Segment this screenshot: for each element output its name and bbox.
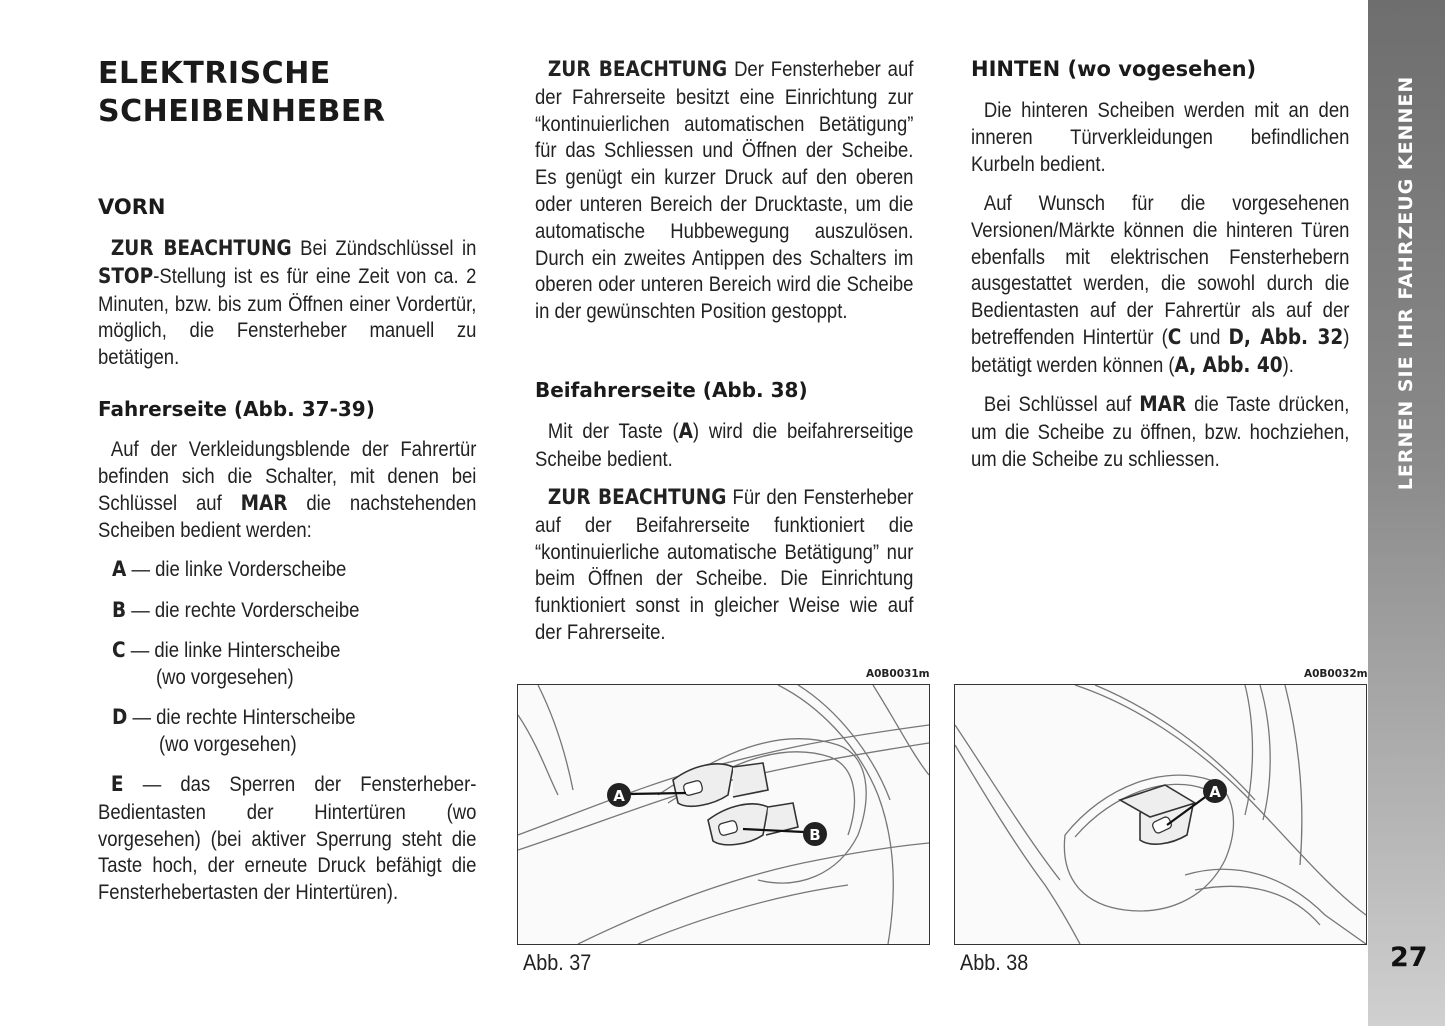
list-item-a (112, 556, 346, 584)
vorn-note-label: ZUR BEACHTUNG (110, 236, 292, 261)
door-switch-panel-drawing (518, 685, 929, 944)
list-item-text: — die rechte Vorderscheibe (126, 598, 360, 622)
beifahrer-text-1: Mit der Taste ( (547, 419, 679, 443)
chapter-title-vertical: LERNEN SIE IHR FAHRZEUG KENNEN (1395, 75, 1417, 491)
list-item-key: B (112, 598, 127, 623)
list-item-c-sub: (wo vorgesehen) (156, 665, 294, 689)
beifahrer-bold: A (678, 419, 693, 444)
vorn-note-bold: STOP (98, 263, 154, 289)
beifahrerseite-heading: Beifahrerseite (Abb. 38) (535, 378, 808, 402)
figure-2-code: A0B0032m (1304, 668, 1368, 680)
figure-1-label-b: B (809, 826, 821, 844)
figure-1-label-a: A (613, 787, 625, 805)
col2-note-2-text: Für den Fensterheber auf der Beifahrerseite funktioniert die “kontinuierliche automatische Betätigung” nur beim Öffnen der Scheibe. Die Einrichtung funktioniert sonst in gleicher Weise wie auf der Fahrerseite. (535, 485, 914, 644)
list-item-key: E (110, 772, 124, 797)
figure-1-code: A0B0031m (866, 668, 930, 680)
list-item-key: D (112, 705, 128, 730)
fahrer-bold: MAR (240, 490, 288, 516)
hinten-p2-text-2: und (1181, 324, 1229, 349)
hinten-p2-text-3: ) betätigt werden können ( (971, 324, 1350, 377)
fahrer-text-1: Auf der Verkleidungsblende der Fahrertür befinden sich die Schalter, mit denen bei Schlüssel auf (98, 437, 477, 515)
list-item-key: C (112, 638, 126, 663)
list-item-text: — die linke Hinterscheibe (125, 638, 341, 662)
figure-2-illustration (954, 684, 1367, 945)
vorn-note-text-1: Bei Zündschlüssel in (291, 236, 477, 260)
hinten-p2-bold-3: A, Abb. 40 (1174, 352, 1283, 378)
list-item-text: — die rechte Hinterscheibe (127, 705, 356, 729)
list-item-text: — die linke Vorderscheibe (126, 557, 347, 581)
hinten-paragraph-2 (971, 190, 1349, 380)
col2-note-2-label: ZUR BEACHTUNG (547, 485, 727, 510)
beifahrer-text-2: ) wird die beifahrerseitige Scheibe bedient. (535, 419, 914, 471)
figure-2-caption: Abb. 38 (960, 950, 1029, 975)
beifahrerseite-paragraph (535, 418, 913, 473)
col2-note-1 (535, 56, 913, 325)
section-heading-hinten: HINTEN (wo vogesehen) (971, 57, 1257, 81)
col2-note-1-label: ZUR BEACHTUNG (547, 57, 728, 82)
list-item-text: — das Sperren der Fensterheber-Bedientasten der Hintertüren (wo vorgesehen) (bei aktiver Sperrung steht die Taste hoch, der erneute Druck befähigt die Fensterhebertasten der Hintertüren). (98, 772, 477, 905)
passenger-switch-drawing (955, 685, 1366, 944)
col2-note-2 (535, 484, 913, 646)
list-item-key: A (112, 557, 127, 582)
title-line-2: SCHEIBENHEBER (98, 94, 386, 129)
fahrerseite-heading: Fahrerseite (Abb. 37-39) (98, 397, 375, 421)
hinten-paragraph-1: Die hinteren Scheiben werden mit an den inneren Türverkleidungen befindlichen Kurbeln bedient. (971, 98, 1350, 176)
figure-1-caption: Abb. 37 (523, 950, 592, 975)
figure-2-label-a: A (1209, 783, 1221, 801)
hinten-p2-bold-2: D, Abb. 32 (1228, 324, 1344, 350)
page-title (98, 55, 385, 131)
section-heading-vorn: VORN (98, 195, 166, 219)
hinten-p3-text-2: die Taste drücken, um die Scheibe zu öffnen, bzw. hochziehen, um die Scheibe zu schliessen. (971, 392, 1350, 471)
hinten-p2-text-4: ). (1282, 352, 1294, 377)
fahrer-text-2: die nachstehenden Scheiben bedient werden: (98, 490, 477, 543)
vorn-note-paragraph (98, 235, 476, 371)
hinten-p3-text-1: Bei Schlüssel auf (983, 392, 1140, 416)
hinten-p3-bold: MAR (1139, 392, 1187, 417)
fahrerseite-paragraph (98, 436, 476, 544)
col2-note-1-text: Der Fensterheber auf der Fahrerseite besitzt eine Einrichtung zur “kontinuierlichen automatischen Betätigung” für das Schliessen und Öffnen der Scheibe. Es genügt ein kurzer Druck auf den oberen oder unteren Bereich der Drucktaste, um die automatische Hubbewegung auszulösen. Durch ein zweites Antippen des Schalters im oberen oder unteren Bereich wird die Scheibe in der gewünschten Position gestoppt. (535, 57, 914, 324)
hinten-p2-bold-1: C (1167, 324, 1182, 350)
vorn-note-text-2: -Stellung ist es für eine Zeit von ca. 2 Minuten, bzw. bis zum Öffnen einer Vordertür, möglich, die Fensterheber manuell zu betätigen. (98, 263, 477, 370)
list-item-d-sub: (wo vorgesehen) (159, 732, 297, 756)
page-number: 27 (1390, 942, 1428, 973)
list-item-c (112, 637, 340, 665)
list-item-d (112, 704, 356, 732)
list-item-b (112, 597, 359, 625)
figure-1-illustration (517, 684, 930, 945)
hinten-paragraph-3 (971, 391, 1349, 472)
hinten-p2-text-1: Auf Wunsch für die vorgesehenen Versionen/Märkte können die hinteren Türen ebenfalls mit elektrischen Fensterhebern ausgestattet werden, die sowohl durch die Bedientasten auf der Fahrertür als auf der betreffenden Hintertür ( (971, 191, 1350, 349)
list-item-e (98, 771, 476, 906)
title-line-1: ELEKTRISCHE (98, 56, 331, 91)
